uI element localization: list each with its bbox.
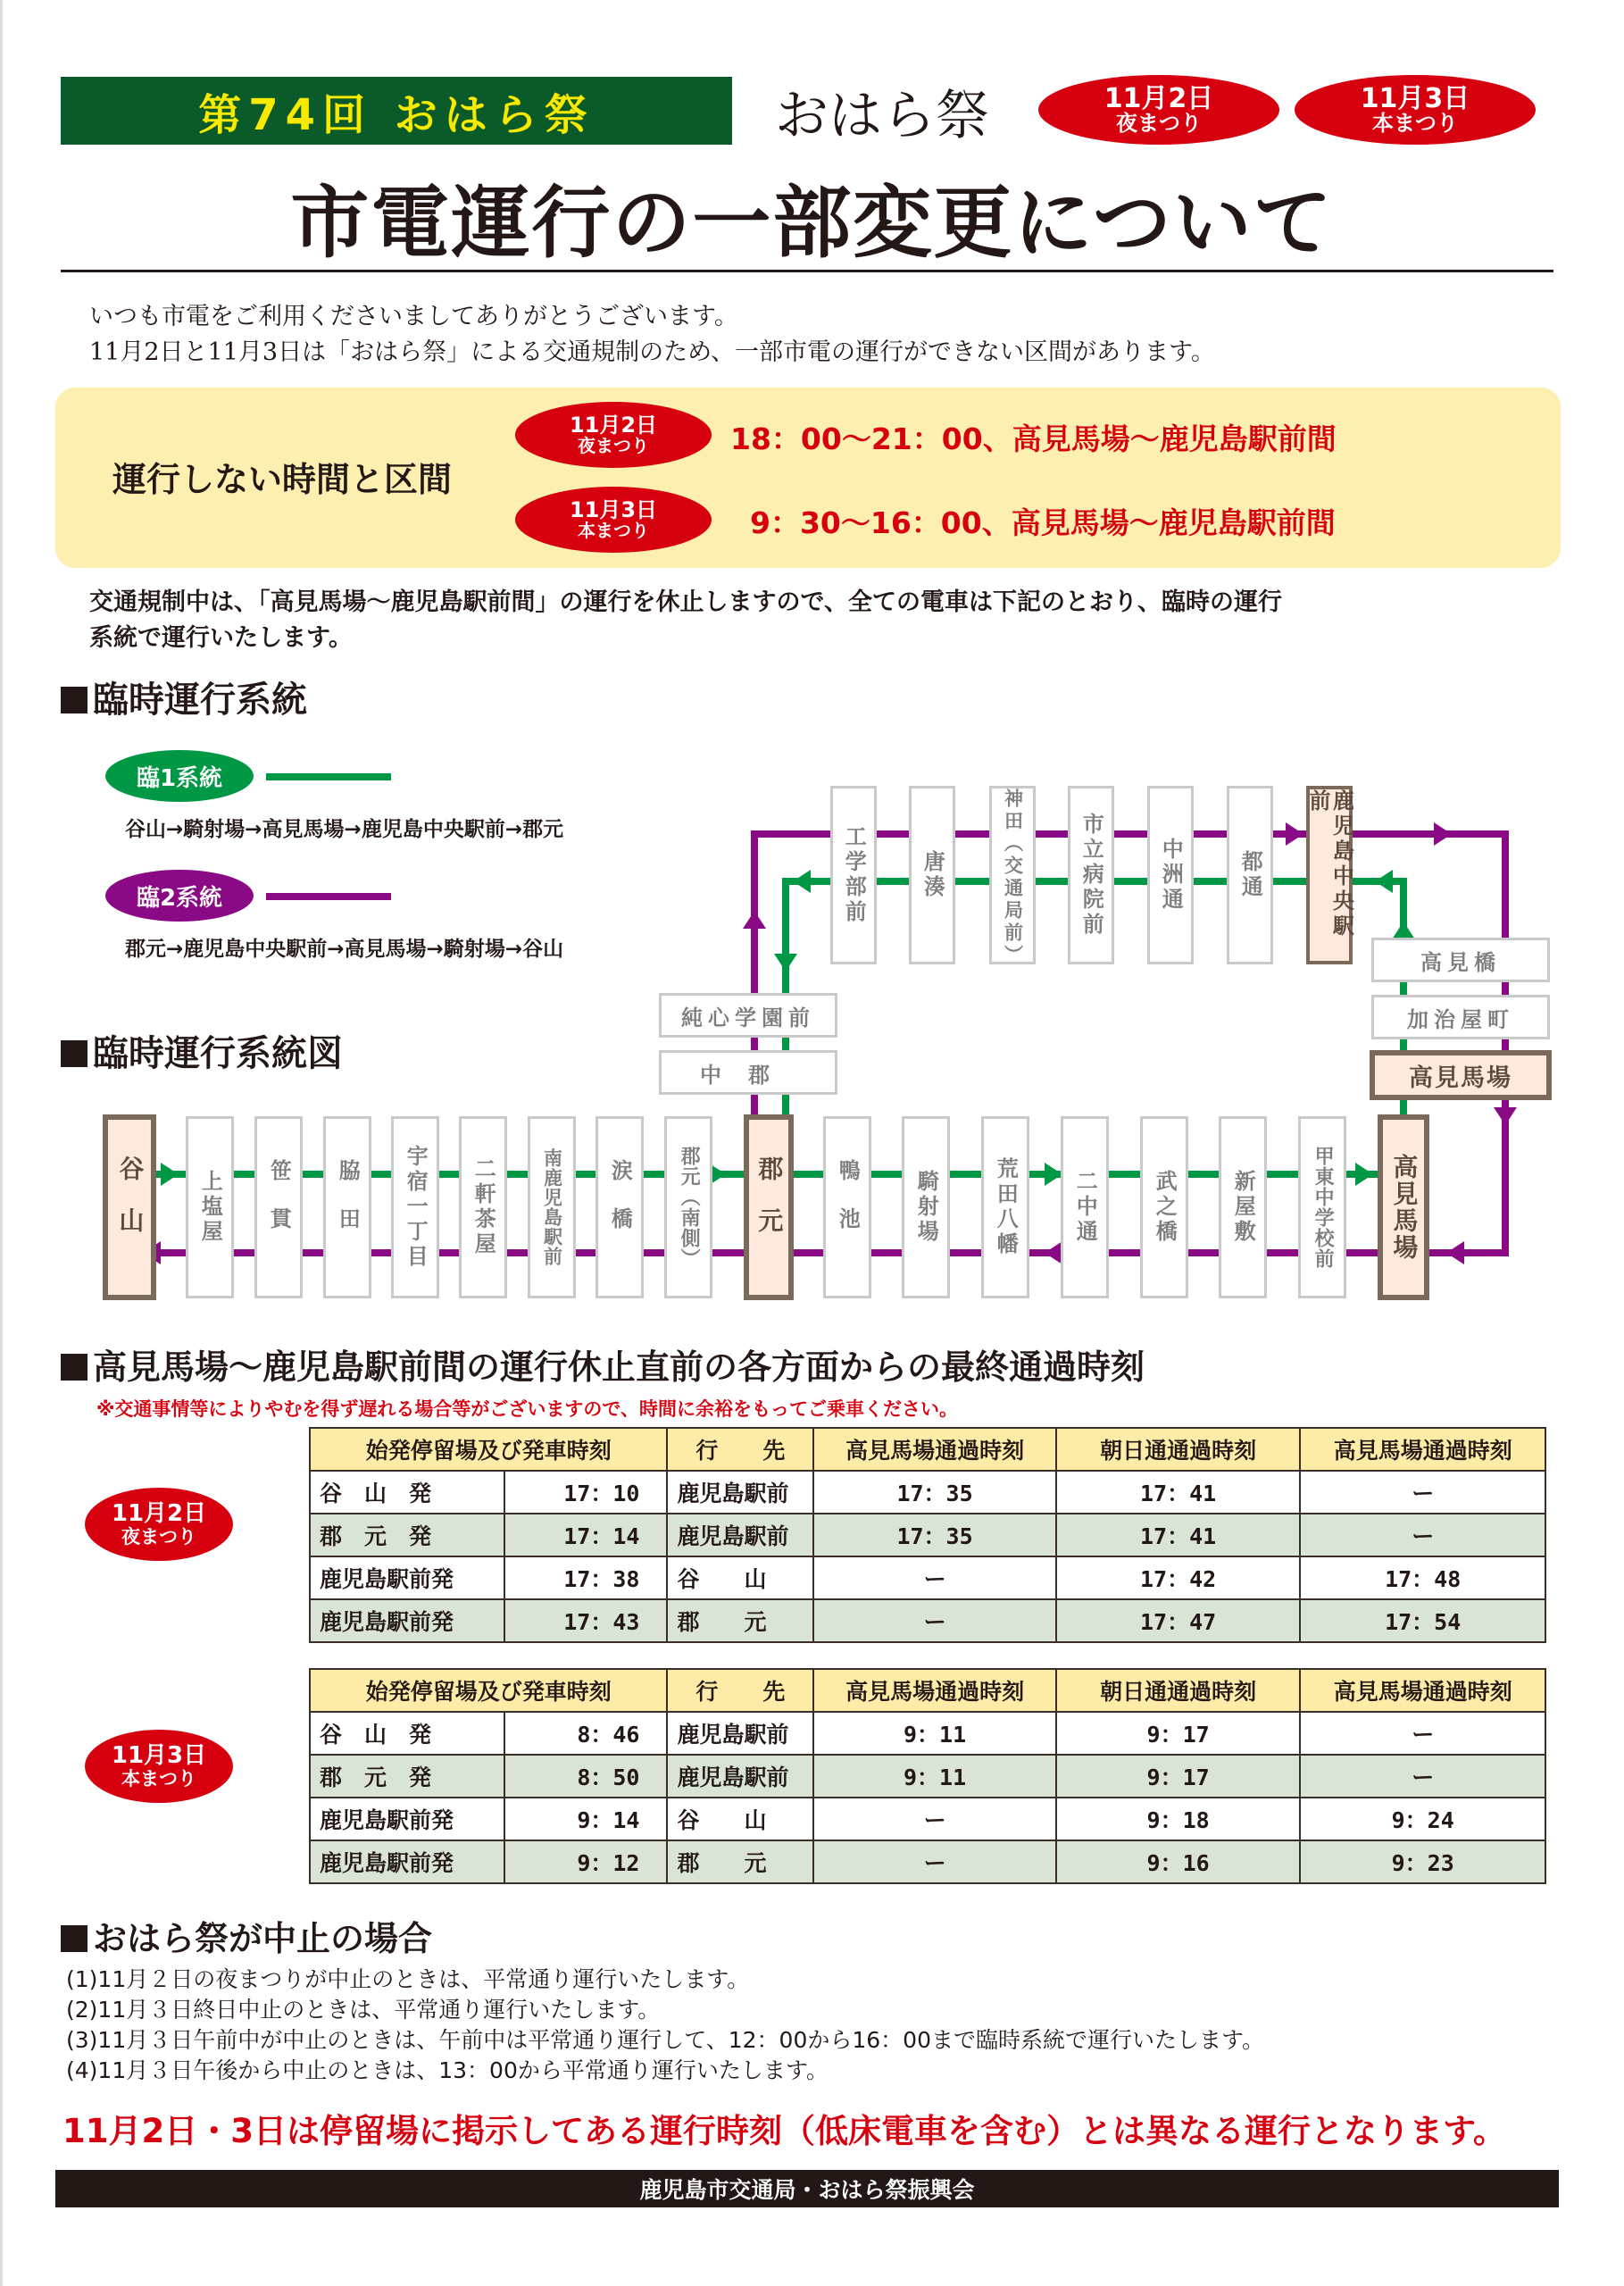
badge-date: 11月2日 bbox=[569, 412, 658, 438]
stop-minami-kagoshima: 南鹿児島駅前 bbox=[528, 1116, 576, 1298]
stop-kamoike: 鴨池 bbox=[823, 1116, 871, 1298]
cell: 郡 元 bbox=[667, 1599, 813, 1642]
table-row bbox=[310, 1755, 1545, 1798]
cell: ー bbox=[813, 1556, 1056, 1599]
stop-arata-hachiman: 荒田八幡 bbox=[981, 1116, 1029, 1298]
route1-arrow-left-icon bbox=[1375, 870, 1393, 893]
route1-badge: 臨1系統 bbox=[105, 750, 254, 802]
cell: 谷 山 発 bbox=[310, 1471, 504, 1514]
cell: 17：10 bbox=[504, 1471, 668, 1514]
cell: 17：43 bbox=[504, 1599, 668, 1642]
stop-nakasudori: 中洲通 bbox=[1147, 786, 1194, 964]
stop-junshingakuenmae: 純心学園前 bbox=[659, 993, 837, 1038]
intro-line-1: いつも市電をご利用くださいましてありがとうございます。 bbox=[89, 303, 738, 330]
heading-text: 臨時運行系統図 bbox=[93, 1032, 343, 1074]
cell: 鹿児島駅前 bbox=[667, 1712, 813, 1755]
timetable-nov3 bbox=[309, 1668, 1546, 1884]
title-divider bbox=[61, 270, 1553, 272]
cell: 8：50 bbox=[504, 1755, 668, 1798]
badge-sub: 本まつり bbox=[578, 520, 649, 542]
cancellation-list bbox=[66, 1965, 1264, 2086]
stop-usuki-itchome: 宇宿一丁目 bbox=[391, 1116, 439, 1298]
col-takamibaba-pass: 高見馬場通過時刻 bbox=[813, 1428, 1056, 1471]
route1-line-swatch bbox=[266, 773, 391, 780]
stop-nikenchaya: 二軒茶屋 bbox=[459, 1116, 507, 1298]
cell: 17：54 bbox=[1300, 1599, 1545, 1642]
timetable-nov2 bbox=[309, 1427, 1546, 1643]
col-destination: 行 先 bbox=[667, 1428, 813, 1471]
route2-arrow-right-icon bbox=[1434, 822, 1452, 846]
route2-line-swatch bbox=[266, 893, 391, 900]
cell: 9：23 bbox=[1300, 1840, 1545, 1883]
badge-sub: 夜まつり bbox=[578, 435, 649, 457]
table-row bbox=[310, 1599, 1545, 1642]
route2-arrow-right-icon bbox=[1286, 822, 1303, 846]
cell: 9：24 bbox=[1300, 1798, 1545, 1840]
cell: 鹿児島駅前発 bbox=[310, 1599, 504, 1642]
page-title: 市電運行の一部変更について bbox=[290, 176, 1334, 269]
delay-note: ※交通事情等によりやむを得ず遅れる場合等がございますので、時間に余裕をもってご乗車ください。 bbox=[96, 1398, 958, 1420]
badge-date: 11月3日 bbox=[569, 496, 658, 522]
table-row bbox=[310, 1514, 1545, 1556]
stop-takamibaba-upper: 高見馬場 bbox=[1370, 1050, 1552, 1100]
col-asahidori-pass: 朝日通通過時刻 bbox=[1056, 1428, 1301, 1471]
day2-badge bbox=[1295, 75, 1536, 145]
cell: ー bbox=[1300, 1712, 1545, 1755]
cell: 17：14 bbox=[504, 1514, 668, 1556]
stop-kogakubumae: 工学部前 bbox=[830, 786, 877, 964]
col-takamibaba-pass-2: 高見馬場通過時刻 bbox=[1300, 1669, 1545, 1712]
stop-wakita: 脇田 bbox=[323, 1116, 371, 1298]
stop-koshaba: 騎射場 bbox=[902, 1116, 950, 1298]
cell: 谷 山 発 bbox=[310, 1712, 504, 1755]
stop-taniyama: 谷山 bbox=[103, 1114, 156, 1300]
badge-date: 11月2日 bbox=[111, 1500, 207, 1528]
route2-path: 郡元→鹿児島中央駅前→高見馬場→騎射場→谷山 bbox=[125, 938, 564, 961]
final-warning: 11月2日・3日は停留場に掲示してある運行時刻（低床電車を含む）とは異なる運行となります。 bbox=[62, 2112, 1507, 2150]
stop-shiritsubyoinmae: 市立病院前 bbox=[1068, 786, 1114, 964]
badge-sub: 夜まつり bbox=[121, 1525, 196, 1548]
route2-right-vertical bbox=[1502, 830, 1509, 1256]
cell: 郡 元 発 bbox=[310, 1755, 504, 1798]
route1-arrow-left-icon bbox=[793, 870, 811, 893]
stop-namidabashi: 涙橋 bbox=[595, 1116, 644, 1298]
cell: ー bbox=[813, 1840, 1056, 1883]
cell: 鹿児島駅前発 bbox=[310, 1798, 504, 1840]
suspension-day1-text: 18：00〜21：00、高見馬場〜鹿児島駅前間 bbox=[730, 421, 1337, 456]
cell: 鹿児島駅前 bbox=[667, 1471, 813, 1514]
cell: ー bbox=[1300, 1755, 1545, 1798]
festival-name: おはら祭 bbox=[775, 85, 989, 147]
route1-arrow-right-icon bbox=[1045, 1163, 1062, 1186]
suspension-day1-badge bbox=[515, 402, 712, 468]
cell: 郡 元 発 bbox=[310, 1514, 504, 1556]
stop-takenohashi: 武之橋 bbox=[1140, 1116, 1188, 1298]
route2-arrow-left-icon bbox=[1045, 1241, 1062, 1264]
cell: 9：11 bbox=[813, 1755, 1056, 1798]
cell: 17：41 bbox=[1056, 1514, 1301, 1556]
cell: 谷 山 bbox=[667, 1556, 813, 1599]
route1-arrow-right-icon bbox=[161, 1163, 179, 1186]
col-asahidori-pass: 朝日通通過時刻 bbox=[1056, 1669, 1301, 1712]
suspension-day2-text: 9：30〜16：00、高見馬場〜鹿児島駅前間 bbox=[750, 505, 1336, 540]
stop-takamibaba: 高見馬場 bbox=[1378, 1114, 1429, 1300]
cell: 17：42 bbox=[1056, 1556, 1301, 1599]
cell: ー bbox=[813, 1798, 1056, 1840]
page-edge bbox=[0, 0, 3, 2286]
heading-text: 高見馬場〜鹿児島駅前間の運行休止直前の各方面からの最終通過時刻 bbox=[93, 1347, 1145, 1387]
footer-organizers: 鹿児島市交通局・おはら祭振興会 bbox=[55, 2170, 1559, 2207]
timetable-heading bbox=[61, 1339, 1145, 1389]
col-takamibaba-pass: 高見馬場通過時刻 bbox=[813, 1669, 1056, 1712]
suspension-label: 運行しない時間と区間 bbox=[112, 459, 453, 499]
day2-sub: 本まつり bbox=[1372, 111, 1458, 137]
stop-takamibashi: 高見橋 bbox=[1371, 938, 1550, 982]
stop-nichudori: 二中通 bbox=[1061, 1116, 1109, 1298]
stop-miyakodori: 都通 bbox=[1227, 786, 1273, 964]
stop-sasanuki: 笹貫 bbox=[254, 1116, 303, 1298]
cell: 17：35 bbox=[813, 1471, 1056, 1514]
stop-shinyashiki: 新屋敷 bbox=[1219, 1116, 1267, 1298]
cell: 鹿児島駅前発 bbox=[310, 1556, 504, 1599]
table-row bbox=[310, 1712, 1545, 1755]
cell: 17：35 bbox=[813, 1514, 1056, 1556]
cell: 鹿児島駅前 bbox=[667, 1755, 813, 1798]
cell: ー bbox=[1300, 1471, 1545, 1514]
heading-text: 臨時運行系統 bbox=[93, 679, 307, 721]
cell: 9：18 bbox=[1056, 1798, 1301, 1840]
cell: 17：48 bbox=[1300, 1556, 1545, 1599]
square-bullet-icon bbox=[61, 1040, 87, 1067]
col-origin: 始発停留場及び発車時刻 bbox=[310, 1669, 667, 1712]
list-item: (4)11月３日午後から中止のときは、13：00から平常通り運行いたします。 bbox=[66, 2057, 829, 2083]
table-row bbox=[310, 1798, 1545, 1840]
table-row bbox=[310, 1840, 1545, 1883]
diagram-heading bbox=[61, 1025, 343, 1076]
stop-kotochugakkomae: 甲東中学校前 bbox=[1298, 1116, 1346, 1298]
badge-sub: 本まつり bbox=[121, 1767, 196, 1790]
table-row bbox=[310, 1556, 1545, 1599]
cell: 9：17 bbox=[1056, 1755, 1301, 1798]
square-bullet-icon bbox=[61, 687, 87, 713]
cell: 8：46 bbox=[504, 1712, 668, 1755]
cell: 9：17 bbox=[1056, 1712, 1301, 1755]
route1-arrow-up-icon bbox=[1392, 922, 1415, 939]
stop-kanda: 神田（交通局前） bbox=[989, 786, 1036, 964]
route2-arrow-down-icon bbox=[1494, 1107, 1517, 1125]
cell: 谷 山 bbox=[667, 1798, 813, 1840]
cell: 17：47 bbox=[1056, 1599, 1301, 1642]
route2-arrow-up-icon bbox=[743, 911, 766, 929]
cell: 郡 元 bbox=[667, 1840, 813, 1883]
notice-line-2: 系統で運行いたします。 bbox=[89, 624, 353, 652]
day1-date: 11月2日 bbox=[1103, 82, 1214, 114]
badge-date: 11月3日 bbox=[111, 1742, 207, 1770]
table2-date-badge bbox=[85, 1730, 233, 1803]
cell: 9：12 bbox=[504, 1840, 668, 1883]
heading-text: おはら祭が中止の場合 bbox=[93, 1918, 433, 1958]
cell: ー bbox=[1300, 1514, 1545, 1556]
stop-toso: 唐湊 bbox=[909, 786, 955, 964]
stop-chugun: 中郡 bbox=[659, 1050, 837, 1095]
day2-date: 11月3日 bbox=[1360, 82, 1470, 114]
route1-arrow-right-icon bbox=[1355, 1163, 1373, 1186]
cell: 17：41 bbox=[1056, 1471, 1301, 1514]
square-bullet-icon bbox=[61, 1925, 87, 1952]
stop-kamishioya: 上塩屋 bbox=[186, 1116, 234, 1298]
intro-line-2: 11月2日と11月3日は「おはら祭」による交通規制のため、一部市電の運行ができない区間があります。 bbox=[89, 338, 1215, 366]
route1-arrow-down-icon bbox=[774, 954, 797, 972]
table1-date-badge bbox=[85, 1488, 233, 1561]
stop-korimoto-south: 郡元（南側） bbox=[664, 1116, 712, 1298]
square-bullet-icon bbox=[61, 1354, 87, 1381]
table-row bbox=[310, 1471, 1545, 1514]
stop-kajiyacho: 加治屋町 bbox=[1371, 995, 1550, 1039]
col-destination: 行 先 bbox=[667, 1669, 813, 1712]
list-item: (1)11月２日の夜まつりが中止のときは、平常通り運行いたします。 bbox=[66, 1966, 750, 1992]
cell: 9：16 bbox=[1056, 1840, 1301, 1883]
route2-badge: 臨2系統 bbox=[105, 870, 254, 922]
cell: 鹿児島駅前発 bbox=[310, 1840, 504, 1883]
list-item: (2)11月３日終日中止のときは、平常通り運行いたします。 bbox=[66, 1997, 661, 2023]
cell: ー bbox=[813, 1599, 1056, 1642]
cell: 鹿児島駅前 bbox=[667, 1514, 813, 1556]
routes-heading bbox=[61, 672, 307, 722]
edition-banner: 第74回 おはら祭 bbox=[61, 77, 732, 145]
route2-arrow-left-icon bbox=[1446, 1241, 1464, 1264]
list-item: (3)11月３日午前中が中止のときは、午前中は平常通り運行して、12：00から16：00まで臨時系統で運行いたします。 bbox=[66, 2027, 1264, 2053]
stop-kagoshima-chuo: 鹿児島中央駅前 bbox=[1306, 786, 1353, 964]
col-takamibaba-pass-2: 高見馬場通過時刻 bbox=[1300, 1428, 1545, 1471]
day1-sub: 夜まつり bbox=[1116, 111, 1202, 137]
cancellation-heading bbox=[61, 1911, 432, 1960]
suspension-day2-badge bbox=[515, 487, 712, 553]
notice-line-1: 交通規制中は、「高見馬場〜鹿児島駅前間」の運行を休止しますので、全ての電車は下記のとおり、臨時の運行 bbox=[89, 588, 1282, 616]
cell: 17：38 bbox=[504, 1556, 668, 1599]
col-origin: 始発停留場及び発車時刻 bbox=[310, 1428, 667, 1471]
cell: 9：14 bbox=[504, 1798, 668, 1840]
day1-badge bbox=[1038, 75, 1279, 145]
route1-path: 谷山→騎射場→高見馬場→鹿児島中央駅前→郡元 bbox=[125, 818, 564, 841]
stop-korimoto: 郡元 bbox=[744, 1114, 794, 1300]
cell: 9：11 bbox=[813, 1712, 1056, 1755]
